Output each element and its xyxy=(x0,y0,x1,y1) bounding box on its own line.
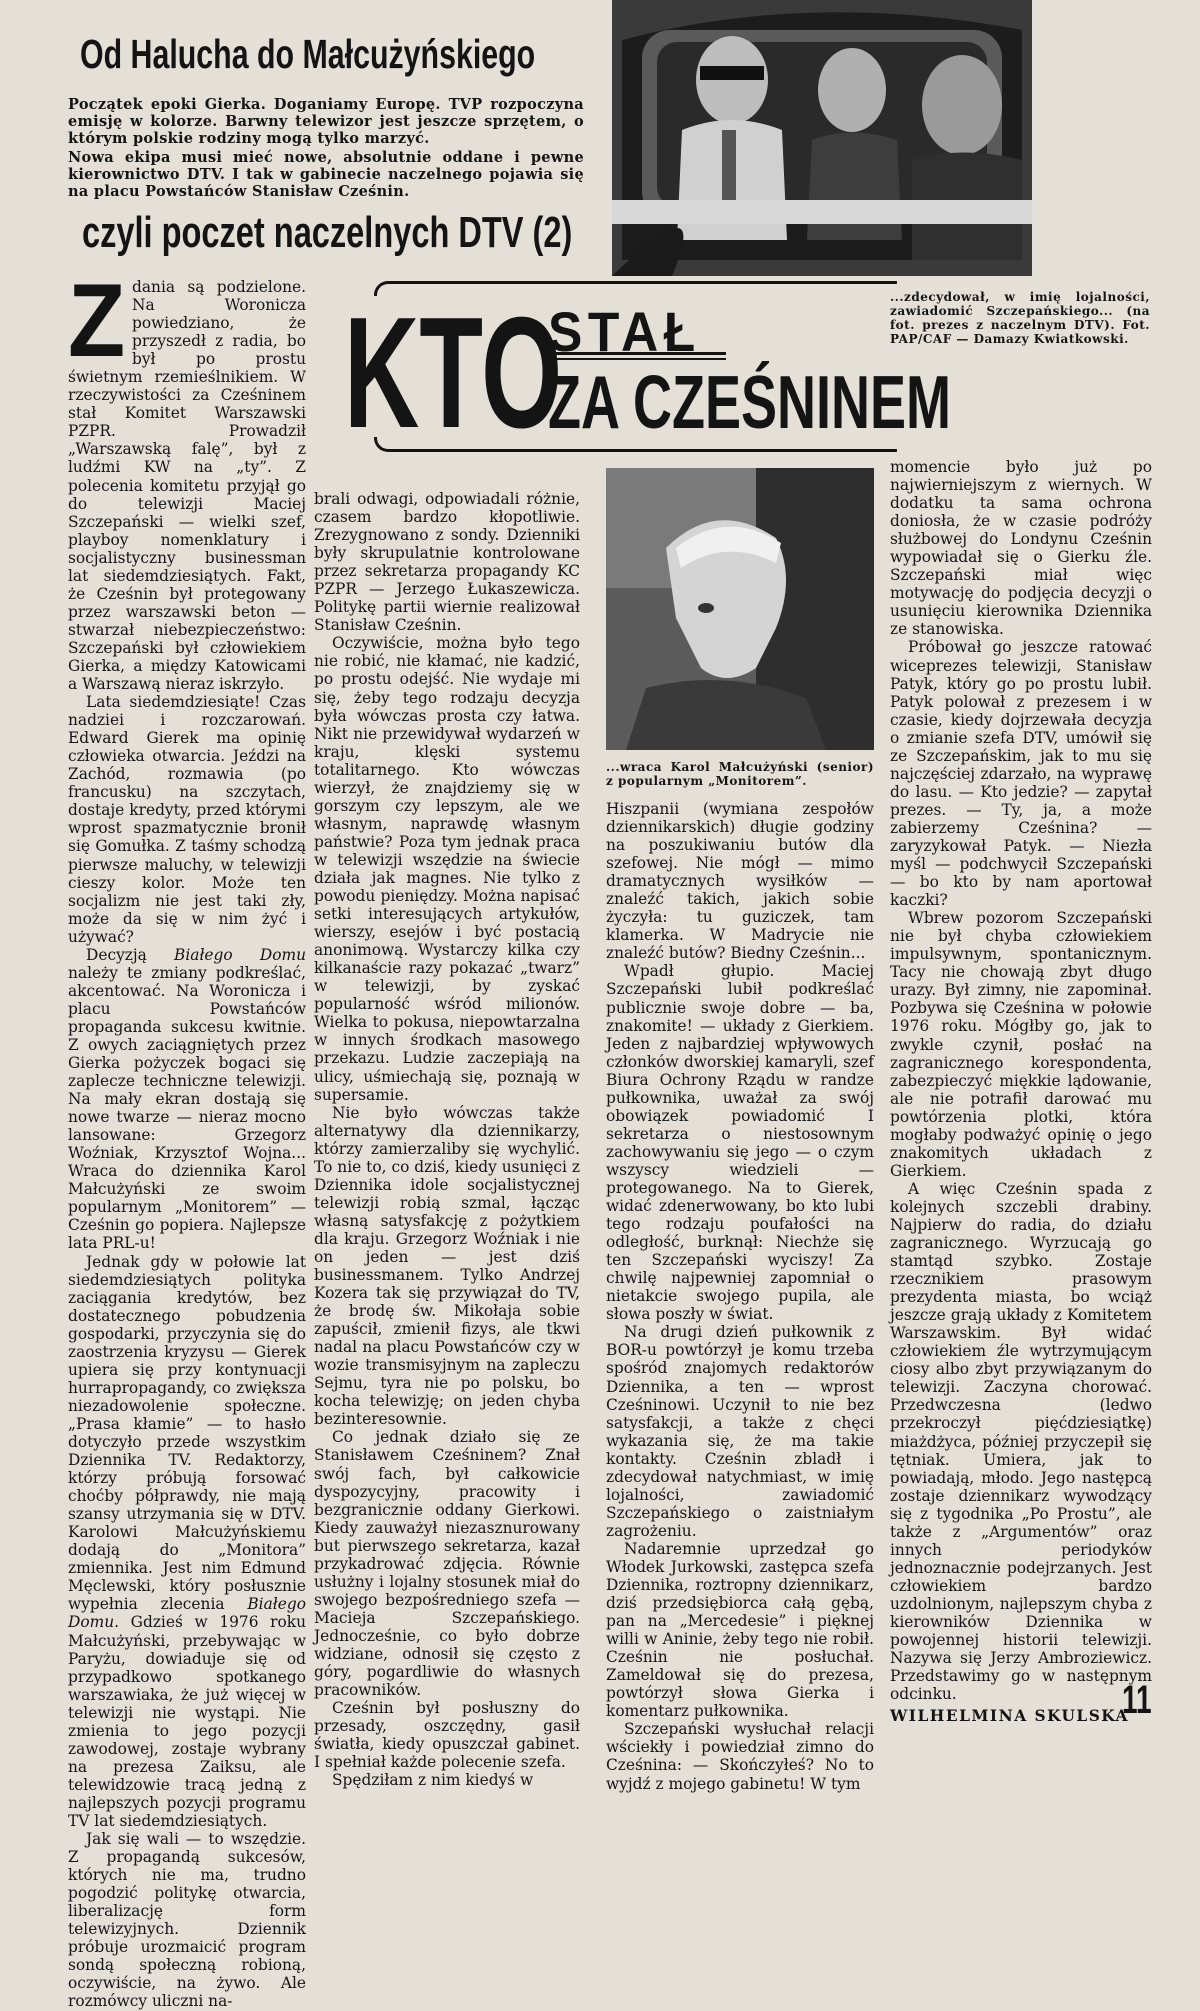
col3-paragraph-4: Nadaremnie uprzedzał go Włodek Jurkowski, zastępca szefa Dziennika, roztropny dziennikarz, dziś przedsiębiorca całą gębą, pan na „Mercedesie” i pięknej willi w Aninie, żeby tego nie robił. Cześnin nie posłuchał. Zameldował się do prezesa, powtórzył słowa Gierka i komentarz pułkownika. xyxy=(606,1539,874,1721)
header-subtitle: czyli poczet naczelnych DTV (2) xyxy=(82,208,573,257)
col2-paragraph-6: Spędziłam z nim kiedyś w xyxy=(332,1771,534,1790)
col1-paragraph-5: Jak się wali — to wszędzie. Z propagandą sukcesów, których nie ma, trudno pogodzić politykę otwarcia, liberalizację form telewizyjnych. Dziennik próbuje urozmaicić program sondą społeczną robioną, oczywiście, na żywo. Ale rozmówcy uliczni na- xyxy=(68,1830,306,2011)
col3-paragraph-2: Wpadł głupio. Maciej Szczepański lubił podkreślać publicznie swoje dobre — ba, znakomite! — układy z Gierkiem. Jeden z najbardziej wpływowych członków dworskiej kamaryli, szef Biura Ochrony Rządu w randze pułkownika, uważał za swój obowiązek powiadomić I sekretarza o niestosownym zachowywaniu się jego — o czym wszyscy wiedzieli — protegowanego. Na to Gierek, widać zdenerwowany, bo kto lubi tego rodzaju poufałości na odległość, burknął: Niechże się ten Szczepański wyciszy! Za chwilę najpewniej zapomniał o nietakcie swojego pupila, ale słowa poszły w świat. xyxy=(606,962,874,1324)
caption-top-photo: ...zdecydował, w imię lojalności, zawiadomić Szczepańskiego... (na fot. prezes z naczelnym DTV). Fot. PAP/CAF — Damazy Kwiatkowski. xyxy=(890,290,1150,346)
header-title: Od Halucha do Małcużyńskiego xyxy=(80,31,536,77)
col3-paragraph-5: Szczepański wysłuchał relacji wściekły i powiedział zimno do Cześnina: — Skończyłeś? No to wyjdź z mojego gabinetu! W tym xyxy=(606,1720,874,1793)
drop-cap: Z xyxy=(68,263,126,379)
col4-paragraph-1: momencie było już po najwierniejszym z wiernych. W dodatku ta sama ochrona doniosła, że w czasie podróży służbowej do Londynu Cześnin wypowiadał się o Gierku źle. Szczepański miał więc motywację do podjęcia decyzji o usunięciu kierownika Dziennika ze stanowiska. xyxy=(890,458,1152,639)
col2-paragraph-2: Oczywiście, można było tego nie robić, nie kłamać, nie kadzić, po prostu odejść. Nie wydaje mi się, żeby tego rodzaju decyzja była wówczas prosta czy łatwa. Nikt nie przewidywał wydarzeń w kraju, klęski systemu totalitarnego. Kto wówczas wierzył, że znajdziemy się w gorszym czy lepszym, ale we własnym, naprawdę własnym państwie? Poza tym jednak praca w telewizji wszędzie na świecie działa jak magnes. Nie tylko z powodu pieniędzy. Można napisać setki interesujących artykułów, wierszy, esejów i być postacią anonimową. Wystarczy kilka czy kilkanaście razy pokazać „twarz” w telewizji, by zyskać popularność wśród milionów. Wielka to pokusa, niepowtarzalna w innych środkach masowego przekazu. Ludzie zaczepiają na ulicy, uśmiechają się, poznają w supersamie. xyxy=(314,634,580,1104)
article-title-za: ZA CZEŚNINEM xyxy=(548,360,951,444)
page-number: 11 xyxy=(1122,1678,1152,1722)
caption-middle-photo: ...wraca Karol Małcużyński (senior) z popularnym „Monitorem”. xyxy=(606,760,874,788)
column-1 xyxy=(68,263,306,2011)
photo-car-illustration xyxy=(612,0,1032,276)
header-lead-2: Nowa ekipa musi mieć nowe, absolutnie oddane i pewne kierownictwo DTV. I tak w gabinecie naczelnego pojawia się na placu Powstańców Stanisław Cześnin. xyxy=(68,149,584,200)
col4-paragraph-2: Próbował go jeszcze ratować wiceprezes telewizji, Stanisław Patyk, który go po prostu lubił. Patyk polował z prezesem i w czasie, kiedy dojrzewała decyzja o zmianie szefa DTV, umówił się ze Szczepańskim, jak to mu się najczęściej zdarzało, na wyprawę do lasu. — Kto jedzie? — zapytał prezes. — Ty, ja, a może zabierzemy Cześnina? — zaryzykował Patyk. — Niezła myśl — podchwycił Szczepański — bo kto by nam aportował kaczki? xyxy=(890,638,1152,910)
col2-paragraph-1: brali odwagi, odpowiadali różnie, czasem bardzo kłopotliwie. Zrezygnowano z sondy. Dzienniki były skrupulatnie kontrolowane przez sekretarza propagandy KC PZPR — Jerzego Łukaszewicza. Politykę partii wiernie realizował Stanisław Cześnin. xyxy=(314,490,580,635)
col3-paragraph-1: Hiszpanii (wymiana zespołów dziennikarskich) długie godziny na poszukiwaniu butów dla szefowej. Nie mógł — mimo dramatycznych wysiłków — znaleźć takich, jakich sobie życzyła: tu guziczek, tam klamerka. W Madrycie nie znaleźć butów? Biedny Cześnin... xyxy=(606,800,874,963)
author-signature: WILHELMINA SKULSKA xyxy=(890,1707,1129,1726)
header-lead-1: Początek epoki Gierka. Doganiamy Europę. TVP rozpoczyna emisję w kolorze. Barwny telewizor jest jeszcze sprzętem, o którym polskie rodziny mogą tylko marzyć. xyxy=(68,96,584,147)
col2-paragraph-4: Co jednak działo się ze Stanisławem Cześninem? Znał swój fach, był całkowicie dyspozycyjny, pracowity i bezgranicznie oddany Gierkowi. Kiedy zauważył niezasznurowany but pierwszego sekretarza, kazał przykadrować zdjęcia. Równie usłużny i lojalny stosunek miał do swojego bezpośredniego szefa — Macieja Szczepańskiego. Jednocześnie, co było dobrze widziane, odnosił się często z góry, pogardliwie do własnych pracowników. xyxy=(314,1428,580,1700)
col1-paragraph-3: Decyzją Białego Domu należy te zmiany podkreślać, akcentować. Na Woronicza i placu Powstańców propaganda sukcesu kwitnie. Z owych zaciągniętych przez Gierka pożyczek bogaci się zaplecze techniczne telewizji. Na mały ekran dostają się nowe twarze — nieraz mocno lansowane: Grzegorz Woźniak, Krzysztof Wojna... Wraca do dziennika Karol Małcużyński ze swoim popularnym „Monitorem” — Cześnin go popiera. Najlepsze lata PRL-u! xyxy=(68,945,306,1253)
column-4 xyxy=(890,458,1152,1725)
article-title-kto: KTO xyxy=(344,285,563,461)
col4-paragraph-3: Wbrew pozorom Szczepański nie był chyba człowiekiem impulsywnym, spontanicznym. Tacy nie chowają zbyt długo urazy. Był zimny, nie zapominał. Pozbywa się Cześnina w połowie 1976 roku. Mógłby go, jak to zwykle czynił, posłać na zagranicznego korespondenta, zabezpieczyć miękkie lądowanie, ale nie potrafił darować mu powtórzenia plotki, która mogłaby podważyć opinię o jego znakomitych układach z Gierkiem. xyxy=(890,909,1152,1180)
photo-portrait-illustration xyxy=(606,468,874,750)
col1-paragraph-2: Lata siedemdziesiąte! Czas nadziei i rozczarowań. Edward Gierek ma opinię człowieka otwarcia. Jeździ na Zachód, rozmawia (po francusku) na szczytach, dostaje kredyty, przed którymi wprost spazmatycznie bronił się Gomułka. Z taśmy schodzą pierwsze maluchy, w telewizji cieszy kolor. Może ten socjalizm nie jest taki zły, może da się w nim żyć i używać? xyxy=(68,693,306,946)
col2-paragraph-3: Nie było wówczas także alternatywy dla dziennikarzy, którzy zamierzaliby się wychylić. To nie to, co dziś, kiedy usunięci z Dziennika idole socjalistycznej telewizji robią szmal, łącząc własną satysfakcję z pożytkiem dla kraju. Grzegorz Woźniak i nie on jeden — jest dziś businessmanem. Tylko Andrzej Kozera tak się przywiązał do TV, że brodę św. Mikołaja sobie zapuścił, zmienił fizys, ale tkwi nadal na placu Powstańców czy w wozie transmisyjnym na zapleczu Sejmu, tyra nie po polsku, bo kocha telewizję; on jeden chyba bezinteresownie. xyxy=(314,1103,580,1429)
column-2 xyxy=(314,490,580,1789)
col1-paragraph-1: dania są podzielone. Na Woronicza powiedziano, że przyszedł z radia, bo był po prostu świetnym rzemieślnikiem. W rzeczywistości za Cześninem stał Komitet Warszawski PZPR. Prowadził „Warszawską falę”, był z ludźmi KW na „ty”. Z polecenia komitetu przyjął go do telewizji Maciej Szczepański — wielki szef, playboy nomenklatury i socjalistyczny businessman lat siedemdziesiątych. Fakt, że Cześnin był protegowany przez warszawski beton — stwarzał niebezpieczeństwo: Szczepański był człowiekiem Gierka, a między Katowicami a Warszawą nieraz iskrzyło. xyxy=(68,278,306,694)
col4-paragraph-4: A więc Cześnin spada z kolejnych szczebli drabiny. Najpierw do radia, do działu zagranicznego. Wyrzucają go stamtąd szybko. Zostaje rzecznikiem prasowym prezydenta miasta, bo wciąż jeszcze grają układy z Komitetem Warszawskim. Był widać człowiekiem źle wytrzymującym ciosy albo zbyt przywiązanym do telewizji. Zaczyna chorować. Przedwczesna (ledwo przekroczył pięćdziesiątkę) miażdżyca, później przyczepił się tętniak. Umiera, jak to powiadają, młodo. Jego następcą zostaje dziennikarz wywodzący się z tygodnika „Po Prostu”, ale także z „Argumentów” oraz innych periodyków jednoznacznie podejrzanych. Jest człowiekiem bardzo uzdolnionym, najlepszym chyba z kierowników Dziennika w powojennej historii telewizji. Nazywa się Jerzy Ambroziewicz. Przedstawimy go w następnym odcinku. xyxy=(890,1179,1152,1704)
column-3 xyxy=(606,800,874,1793)
col3-paragraph-3: Na drugi dzień pułkownik z BOR-u powtórzył je komu trzeba spośród znajomych redaktorów Dziennika, a ten — wprost Cześninowi. Uczynił to nie bez satysfakcji, a także z chęci wykazania się, że ma takie kontakty. Cześnin zbladł i zdecydował natychmiast, w imię lojalności, zawiadomić Szczepańskiego o zaistniałym zagrożeniu. xyxy=(606,1323,874,1540)
photo-car-passengers xyxy=(612,0,1032,276)
col2-paragraph-5: Cześnin był posłuszny do przesady, oszczędny, gasił światła, kiedy opuszczał gabinet. I spełniał każde polecenie szefa. xyxy=(314,1699,580,1772)
photo-malcuzynski xyxy=(606,468,874,750)
title-underline xyxy=(548,352,726,355)
article-title-stal: STAŁ xyxy=(548,300,701,363)
col1-paragraph-4: Jednak gdy w połowie lat siedemdziesiątych polityka zaciągania kredytów, bez dostatecznego pobudzenia gospodarki, przyczynia się do zaostrzenia kryzysu — Gierek upiera się przy kontynuacji hurrapropagandy, co zwiększa niezadowolenie społeczne. „Prasa kłamie” — to hasło dotyczyło przede wszystkim Dziennika TV. Redaktorzy, którzy próbują forsować choćby półprawdy, nie mają szansy utrzymania się w DTV. Karolowi Małcużyńskiemu dodają do „Monitora” zmiennika. Jest nim Edmund Męclewski, który posłusznie wypełnia zlecenia Białego Domu. Gdzieś w 1976 roku Małcużyński, przebywając w Paryżu, dowiaduje się od przypadkowo spotkanego warszawiaka, że już więcej w telewizji nie wystąpi. Nie zmienia to jego pozycji zawodowej, zostaje wybrany na prezesa Zaiksu, ale telewidzowie tracą jedną z najlepszych pozycji programu TV lat siedemdziesiątych. xyxy=(68,1252,306,1830)
